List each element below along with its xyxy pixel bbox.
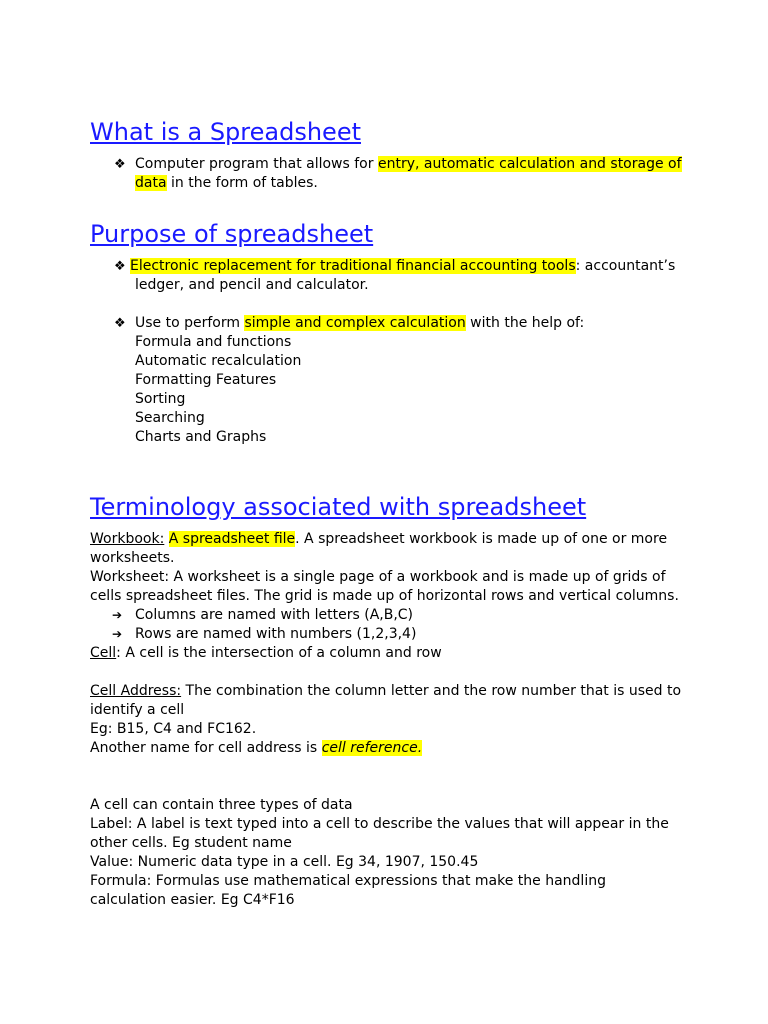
- diamond-bullet-icon: ❖: [114, 157, 126, 172]
- cell-definition: Cell: A cell is the intersection of a column and row: [90, 645, 442, 661]
- list-item: Charts and Graphs: [135, 429, 267, 445]
- heading-what-is-spreadsheet[interactable]: What is a Spreadsheet: [90, 118, 361, 146]
- label-line-1: Label: A label is text typed into a cell to describe the values that will appear in the: [90, 816, 669, 832]
- worksheet-line-2: cells spreadsheet files. The grid is made up of horizontal rows and vertical columns.: [90, 588, 679, 604]
- heading-purpose-of-spreadsheet[interactable]: Purpose of spreadsheet: [90, 220, 374, 248]
- formula-line-2: calculation easier. Eg C4*F16: [90, 892, 295, 908]
- types-intro: A cell can contain three types of data: [90, 797, 353, 813]
- list-item: Formula and functions: [135, 334, 292, 350]
- label-line-2: other cells. Eg student name: [90, 835, 292, 851]
- s2-bullet1-line-2: ledger, and pencil and calculator.: [135, 277, 369, 293]
- cell-address-line-1: Cell Address: The combination the column letter and the row number that is used to: [90, 683, 682, 699]
- list-item: Formatting Features: [135, 372, 277, 388]
- s2-bullet2-line-1: Use to perform simple and complex calculation with the help of:: [135, 315, 585, 331]
- s2-bullet1-line-1: Electronic replacement for traditional financial accounting tools: accountant’s: [130, 258, 676, 274]
- heading-terminology[interactable]: Terminology associated with spreadsheet: [90, 493, 587, 521]
- workbook-line-1: Workbook: A spreadsheet file. A spreadsheet workbook is made up of one or more: [90, 531, 668, 547]
- right-arrow-bullet-icon: ➔: [112, 608, 123, 622]
- workbook-line-2: worksheets.: [90, 550, 175, 566]
- arrow-item: Columns are named with letters (A,B,C): [135, 607, 414, 623]
- worksheet-line-1: Worksheet: A worksheet is a single page of a workbook and is made up of grids of: [90, 569, 666, 585]
- s1-bullet-line-2: data in the form of tables.: [135, 175, 318, 191]
- cell-address-line-4: Another name for cell address is cell reference.: [90, 740, 423, 756]
- diamond-bullet-icon: ❖: [114, 316, 126, 331]
- right-arrow-bullet-icon: ➔: [112, 627, 123, 641]
- diamond-bullet-icon: ❖: [114, 259, 126, 274]
- formula-line-1: Formula: Formulas use mathematical expressions that make the handling: [90, 873, 606, 889]
- s1-bullet-line-1: Computer program that allows for entry, automatic calculation and storage of: [135, 156, 682, 172]
- cell-address-line-3: Eg: B15, C4 and FC162.: [90, 721, 257, 737]
- value-line: Value: Numeric data type in a cell. Eg 34, 1907, 150.45: [90, 854, 479, 870]
- list-item: Sorting: [135, 391, 186, 407]
- list-item: Searching: [135, 410, 205, 426]
- arrow-item: Rows are named with numbers (1,2,3,4): [135, 626, 417, 642]
- cell-address-line-2: identify a cell: [90, 702, 185, 718]
- list-item: Automatic recalculation: [135, 353, 302, 369]
